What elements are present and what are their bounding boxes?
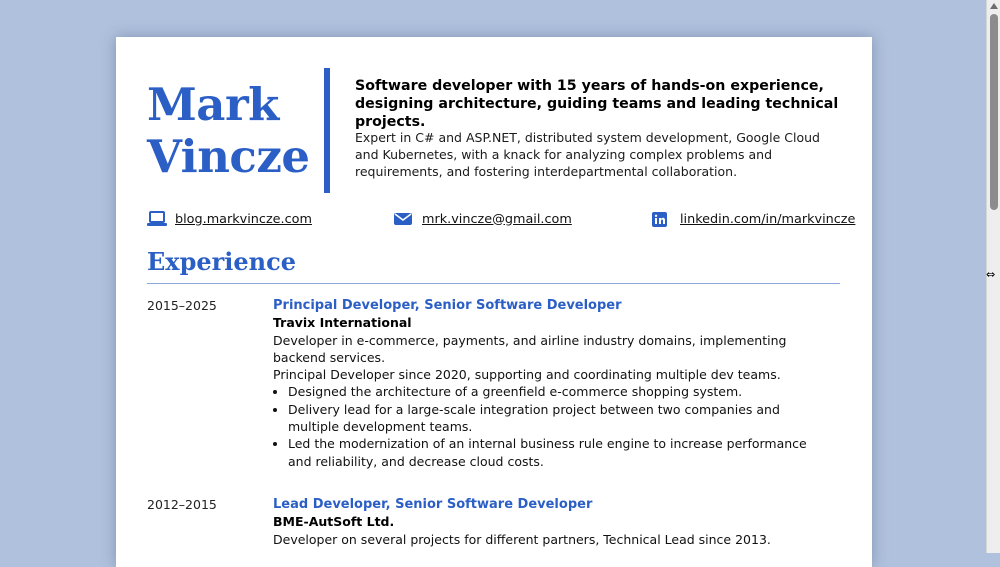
linkedin-icon xyxy=(652,211,672,227)
entry-company: Travix International xyxy=(273,315,412,331)
entry-dates: 2015–2025 xyxy=(147,298,217,313)
entry-note: Principal Developer since 2020, supporting and coordinating multiple dev teams. xyxy=(273,367,781,383)
first-name: Mark xyxy=(147,78,279,131)
entry-role: Lead Developer, Senior Software Developer xyxy=(273,497,593,512)
laptop-icon xyxy=(147,211,167,227)
entry-description: Developer on several projects for different partners, Technical Lead since 2013. xyxy=(273,531,771,547)
summary: Expert in C# and ASP.NET, distributed system development, Google Cloud and Kubernetes, with a knack for analyzing complex problems and requirements, and fostering interdepartmental collaboration. xyxy=(355,130,820,179)
resume-page xyxy=(116,37,872,567)
section-divider xyxy=(147,283,840,284)
entry-bullets xyxy=(273,383,813,469)
experience-heading: Experience xyxy=(147,247,297,276)
entry-dates: 2012–2015 xyxy=(147,497,217,512)
entry-body xyxy=(273,496,813,548)
envelope-icon xyxy=(394,211,414,227)
last-name: Vincze xyxy=(147,130,310,183)
email-link[interactable]: mrk.vincze@gmail.com xyxy=(422,211,572,227)
headline: Software developer with 15 years of hands-on experience, designing architecture, guiding teams and leading technical projects. xyxy=(355,78,839,130)
linkedin-link[interactable]: linkedin.com/in/markvincze xyxy=(680,211,856,227)
bullet-item: • Led the modernization of an internal business rule engine to increase performance and reliability, and decrease cloud costs. xyxy=(288,435,813,470)
contact-linkedin xyxy=(652,211,855,227)
entry-body xyxy=(273,297,813,470)
blog-link[interactable]: blog.markvincze.com xyxy=(175,211,312,227)
candidate-name xyxy=(147,79,310,183)
resize-cursor-icon: ⇔ xyxy=(986,268,996,281)
header-divider xyxy=(324,68,330,193)
entry-company: BME-AutSoft Ltd. xyxy=(273,514,395,530)
scroll-up-arrow-icon[interactable] xyxy=(990,3,998,9)
bullet-item: • Delivery lead for a large-scale integration project between two companies and multiple development teams. xyxy=(288,401,813,436)
contact-blog xyxy=(147,211,312,227)
scroll-thumb[interactable] xyxy=(990,14,998,210)
contact-email xyxy=(394,211,572,227)
bullet-item: • Designed the architecture of a greenfield e-commerce shopping system. xyxy=(288,383,813,400)
entry-description: Developer in e-commerce, payments, and airline industry domains, implementing backend services. xyxy=(273,332,787,365)
entry-role: Principal Developer, Senior Software Developer xyxy=(273,298,622,313)
